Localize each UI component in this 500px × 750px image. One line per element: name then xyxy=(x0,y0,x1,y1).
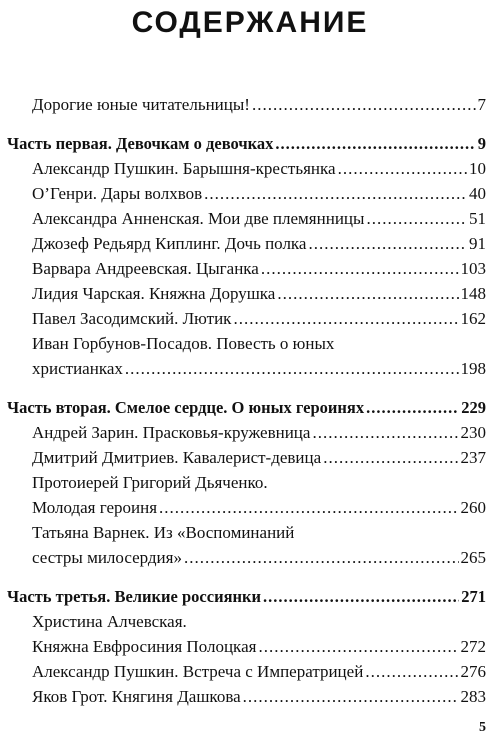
toc-entry[interactable] xyxy=(0,231,500,256)
toc-entry[interactable] xyxy=(0,520,500,570)
entry-title: Александр Пушкин. Барышня-крестьянка xyxy=(32,159,336,178)
toc-entry[interactable] xyxy=(0,256,500,281)
entry-page: 91 xyxy=(469,234,486,253)
dot-leader xyxy=(308,231,467,256)
entry-page: 237 xyxy=(460,448,486,467)
part-page: 9 xyxy=(477,134,486,153)
dot-leader xyxy=(338,156,467,181)
entry-page: 148 xyxy=(460,284,486,303)
part-title: Часть первая. Девочкам о девочках xyxy=(7,134,274,153)
entry-title-line1: Татьяна Варнек. Из «Воспоминаний xyxy=(32,523,295,542)
toc-entry[interactable] xyxy=(0,445,500,470)
entry-title: Дмитрий Дмитриев. Кавалерист-девица xyxy=(32,448,322,467)
toc-entry[interactable] xyxy=(0,420,500,445)
dot-leader xyxy=(258,634,458,659)
dot-leader xyxy=(243,684,459,709)
toc-entry[interactable] xyxy=(0,684,500,709)
toc-entry[interactable] xyxy=(0,156,500,181)
toc-entry[interactable] xyxy=(0,331,500,381)
entry-title: Молодая героиня xyxy=(32,498,158,517)
dot-leader xyxy=(365,659,458,684)
dot-leader xyxy=(323,445,458,470)
toc-entry[interactable] xyxy=(0,281,500,306)
dot-leader xyxy=(159,495,458,520)
entry-title: Джозеф Редьярд Киплинг. Дочь полка xyxy=(32,234,307,253)
entry-title: О’Генри. Дары волхвов xyxy=(32,184,203,203)
toc-entry[interactable] xyxy=(0,181,500,206)
entry-title: Княжна Евфросиния Полоцкая xyxy=(32,637,257,656)
entry-title-line1: Иван Горбунов-Посадов. Повесть о юных xyxy=(32,334,335,353)
part-page: 271 xyxy=(461,587,486,606)
dot-leader xyxy=(252,92,476,117)
entry-title-line1: Протоиерей Григорий Дьяченко. xyxy=(32,473,268,492)
page-number: 5 xyxy=(479,720,486,735)
entry-page: 40 xyxy=(469,184,486,203)
dot-leader xyxy=(125,356,459,381)
entry-title: сестры милосердия» xyxy=(32,548,182,567)
dot-leader xyxy=(233,306,458,331)
dot-leader xyxy=(277,281,458,306)
part-page: 229 xyxy=(461,398,486,417)
entry-page: 51 xyxy=(469,209,486,228)
entry-title: Александр Пушкин. Встреча с Императрицей xyxy=(32,662,364,681)
entry-page: 103 xyxy=(460,259,486,278)
dot-leader xyxy=(366,395,459,420)
dot-leader xyxy=(312,420,458,445)
entry-title: Александра Анненская. Мои две племянницы xyxy=(32,209,365,228)
entry-page: 276 xyxy=(460,662,486,681)
entry-title: Яков Грот. Княгиня Дашкова xyxy=(32,687,241,706)
part-title: Часть вторая. Смелое сердце. О юных героинях xyxy=(7,398,365,417)
toc-entry[interactable] xyxy=(0,609,500,659)
entry-page: 272 xyxy=(460,637,486,656)
table-of-contents xyxy=(0,92,500,709)
page-title: СОДЕРЖАНИЕ xyxy=(131,6,369,39)
dot-leader xyxy=(263,584,459,609)
entry-page: 10 xyxy=(469,159,486,178)
entry-title: Лидия Чарская. Княжна Дорушка xyxy=(32,284,276,303)
toc-entry-preface[interactable] xyxy=(0,92,500,117)
toc-entry[interactable] xyxy=(0,306,500,331)
dot-leader xyxy=(261,256,459,281)
dot-leader xyxy=(184,545,459,570)
toc-part-two[interactable] xyxy=(0,395,500,420)
part-title: Часть третья. Великие россиянки xyxy=(7,587,262,606)
entry-page: 198 xyxy=(460,359,486,378)
entry-title: Павел Засодимский. Лютик xyxy=(32,309,232,328)
entry-page: 162 xyxy=(460,309,486,328)
toc-entry[interactable] xyxy=(0,470,500,520)
entry-title-line1: Христина Алчевская. xyxy=(32,612,187,631)
dot-leader xyxy=(366,206,467,231)
toc-part-three[interactable] xyxy=(0,584,500,609)
entry-page: 260 xyxy=(460,498,486,517)
entry-page: 7 xyxy=(477,95,486,114)
entry-title: Варвара Андреевская. Цыганка xyxy=(32,259,259,278)
entry-page: 283 xyxy=(460,687,486,706)
entry-page: 265 xyxy=(460,548,486,567)
toc-entry[interactable] xyxy=(0,659,500,684)
toc-part-one[interactable] xyxy=(0,131,500,156)
dot-leader xyxy=(275,131,475,156)
entry-title: Дорогие юные читательницы! xyxy=(32,95,250,114)
entry-title: Андрей Зарин. Прасковья-кружевница xyxy=(32,423,311,442)
entry-page: 230 xyxy=(460,423,486,442)
toc-entry[interactable] xyxy=(0,206,500,231)
dot-leader xyxy=(204,181,467,206)
entry-title: христианках xyxy=(32,359,123,378)
